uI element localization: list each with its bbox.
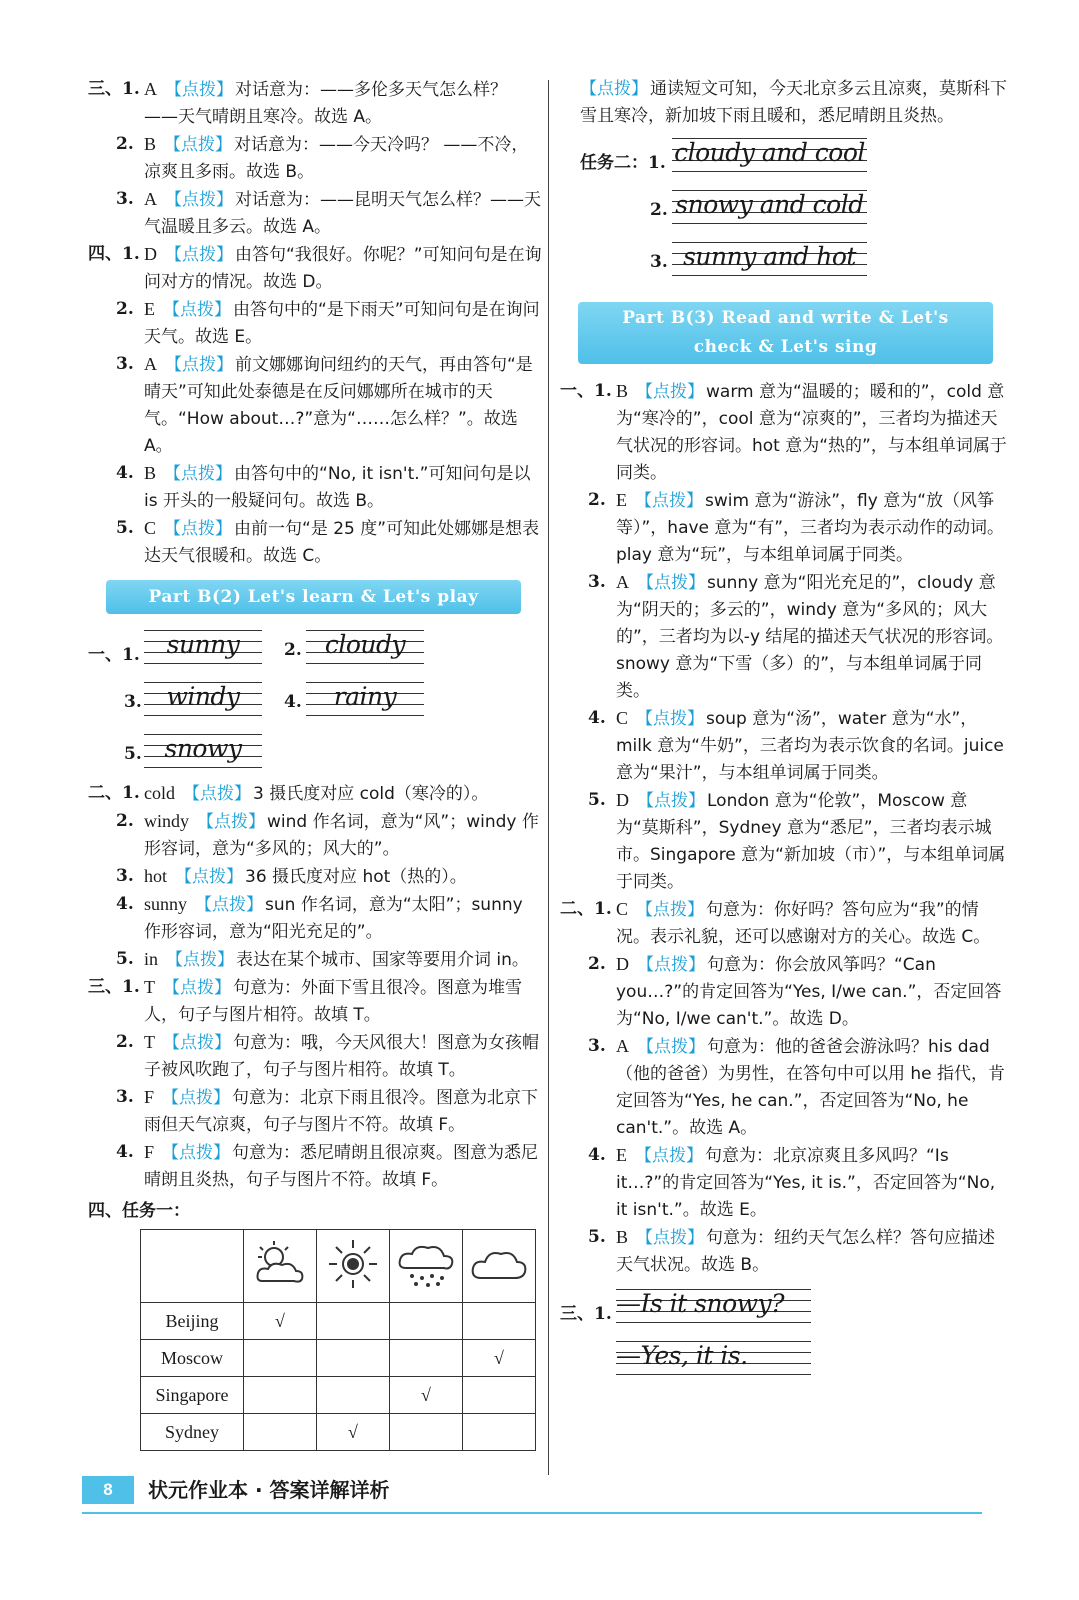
item-label: 4. <box>116 894 134 914</box>
city-cell: Beijing <box>141 1303 244 1340</box>
section-3-judge <box>88 974 543 1194</box>
city-cell: Sydney <box>141 1414 244 1451</box>
answer-item <box>88 1139 543 1194</box>
answer-item <box>88 946 543 974</box>
answer-item <box>88 1029 543 1084</box>
section-banner: Part B(2) Let's learn & Let's play <box>106 580 521 614</box>
answer: F <box>144 1142 155 1162</box>
explanation: 句意为：哦，今天风很大！图意为女孩帽子被风吹跑了，句子与图片相符。故填 T。 <box>144 1033 539 1080</box>
hint-tag: 【点拨】 <box>175 867 244 887</box>
item-label: 三、1. <box>88 79 140 99</box>
explanation: 句意为：北京凉爽且多风吗？“Is it…?”的肯定回答为“Yes, it is.”，否定回答为“No, it isn't.”。故选 E。 <box>616 1146 996 1220</box>
item-label: 4. <box>116 1142 134 1162</box>
answer: windy <box>144 811 189 831</box>
hint-tag: 【点拨】 <box>580 79 648 99</box>
item-label: 4. <box>284 692 302 712</box>
book-title: 状元作业本 · 答案详解详析 <box>148 1478 390 1502</box>
section-2-dialogue <box>560 896 1010 1279</box>
hint-tag: 【点拨】 <box>183 784 251 804</box>
hint-tag: 【点拨】 <box>636 1228 705 1248</box>
explanation: 前文娜娜询问纽约的天气，再由答句“是晴天”可知此处泰德是在反问娜娜所在城市的天气。“How about…?”意为“……怎么样？”。故选 A。 <box>144 355 533 456</box>
hint-tag: 【点拨】 <box>164 519 233 539</box>
task-one-label: 四、任务一： <box>88 1201 190 1221</box>
item-label: 三、1. <box>88 977 140 997</box>
explanation: soup 意为“汤”，water 意为“水”，milk 意为“牛奶”，三者均为表示饮食的名词。juice 意为“果汁”，与本组单词属于同类。 <box>616 709 1004 783</box>
writing-lines <box>616 1339 811 1379</box>
answer-item <box>88 1084 543 1139</box>
answer: A <box>144 189 157 209</box>
item-label: 2. <box>650 200 668 220</box>
hint-tag: 【点拨】 <box>637 955 705 975</box>
empty-cell <box>463 1303 536 1340</box>
answer: B <box>144 463 157 483</box>
explanation: swim 意为“游泳”，fly 意为“放（风筝等）”，have 意为“有”，三者均为表示动作的动词。play 意为“玩”，与本组单词属于同类。 <box>616 491 1005 565</box>
explanation: 句意为：你会放风筝吗？“Can you…?”的肯定回答为“Yes, I/we can.”，否定回答为“No, I/we can't.”。故选 D。 <box>616 955 1002 1029</box>
item-label: 3. <box>116 354 134 374</box>
answer-item <box>88 351 543 460</box>
item-label: 2. <box>116 299 134 319</box>
answer: D <box>144 244 157 264</box>
handwritten-word: windy <box>166 682 240 711</box>
writing-lines <box>616 1287 811 1327</box>
empty-cell <box>390 1414 463 1451</box>
explanation: 句意为：悉尼晴朗且很凉爽。图意为悉尼晴朗且炎热，句子与图片不符。故填 F。 <box>144 1143 539 1190</box>
empty-cell <box>463 1377 536 1414</box>
answer-item <box>88 241 543 296</box>
answer: A <box>616 1036 629 1056</box>
answer: E <box>144 299 155 319</box>
tick-mark: √ <box>317 1414 390 1451</box>
explanation: London 意为“伦敦”，Moscow 意为“莫斯科”，Sydney 意为“悉尼”，三者均表示城市。Singapore 意为“新加坡（市）”，与本组单词属于同类。 <box>616 791 1006 892</box>
item-label: 2. <box>588 490 606 510</box>
city-cell: Singapore <box>141 1377 244 1414</box>
explanation: 对话意为：——昆明天气怎么样？——天气温暖且多云。故选 A。 <box>144 190 541 237</box>
explanation: wind 作名词，意为“风”；windy 作形容词，意为“多风的；风大的”。 <box>144 812 539 859</box>
section-banner <box>578 302 993 364</box>
explanation: 由答句中的“是下雨天”可知问句是在询问天气。故选 E。 <box>144 300 540 347</box>
hint-tag: 【点拨】 <box>163 300 231 320</box>
answer-item <box>88 296 543 351</box>
hint-tag: 【点拨】 <box>163 1033 231 1053</box>
item-label: 3. <box>116 189 134 209</box>
section-3-writing <box>560 1287 1010 1391</box>
explanation: 句意为：纽约天气怎么样？答句应描述天气状况。故选 B。 <box>616 1228 996 1275</box>
explanation: sunny 意为“阳光充足的”，cloudy 意为“阴天的；多云的”，windy 意为“多风的；风大的”，三者均为以-y 结尾的描述天气状况的形容词。snowy 意为“下雪（多）的”，与本组单词属于同类。 <box>616 573 1004 701</box>
answer: B <box>144 134 157 154</box>
answer-item <box>88 76 543 131</box>
explanation: 由前一句“是 25 度”可知此处娜娜是想表达天气很暖和。故选 C。 <box>144 519 540 566</box>
answer-item <box>560 896 1010 951</box>
cloud-icon <box>463 1230 536 1303</box>
answer: T <box>144 977 155 997</box>
answer: A <box>616 572 629 592</box>
partly-cloudy-icon <box>244 1230 317 1303</box>
explanation: sun 作名词，意为“太阳”；sunny 作形容词，意为“阳光充足的”。 <box>144 895 523 942</box>
answer-item <box>88 780 543 808</box>
item-label: 5. <box>116 949 134 969</box>
answer: E <box>616 1145 627 1165</box>
answer: hot <box>144 866 168 886</box>
item-label: 四、1. <box>88 244 140 264</box>
item-label: 3. <box>650 252 668 272</box>
handwritten-word: snowy <box>164 734 242 763</box>
handwritten-word: sunny <box>166 630 240 659</box>
answer-item <box>560 1142 1010 1224</box>
page-footer <box>82 1472 1012 1512</box>
hint-tag: 【点拨】 <box>165 245 233 265</box>
item-label: 一、1. <box>560 381 612 401</box>
hint-tag: 【点拨】 <box>162 1143 231 1163</box>
explanation: 由答句中的“No, it isn't.”可知问句是以 is 开头的一般疑问句。故选 B。 <box>144 464 531 511</box>
task-two <box>560 136 1010 292</box>
answer-item <box>88 863 543 891</box>
answer: cold <box>144 783 175 803</box>
answer-item <box>560 487 1010 569</box>
item-label: 2. <box>588 954 606 974</box>
city-cell: Moscow <box>141 1340 244 1377</box>
hint-tag: 【点拨】 <box>164 135 233 155</box>
item-label: 5. <box>124 744 142 764</box>
empty-cell <box>390 1340 463 1377</box>
writing-lines <box>306 680 424 720</box>
item-label: 三、1. <box>560 1304 612 1324</box>
answer: F <box>144 1087 155 1107</box>
column-divider <box>548 80 549 1475</box>
answer-item <box>88 186 543 241</box>
answer-item <box>560 1224 1010 1279</box>
answer-item <box>560 378 1010 487</box>
answer: B <box>616 381 629 401</box>
banner-line-2: check & Let's sing <box>693 337 878 357</box>
answer-item <box>88 515 543 570</box>
answer-item <box>560 787 1010 896</box>
hint-tag: 【点拨】 <box>163 978 231 998</box>
answer: E <box>616 490 627 510</box>
item-label: 二、1. <box>88 783 140 803</box>
empty-cell <box>244 1414 317 1451</box>
item-label: 任务二：1. <box>580 153 666 173</box>
hint-tag: 【点拨】 <box>637 573 705 593</box>
table-corner <box>141 1230 244 1303</box>
handwritten-word: cloudy <box>324 630 406 659</box>
hint-tag: 【点拨】 <box>166 950 235 970</box>
explanation: 通读短文可知，今天北京多云且凉爽，莫斯科下雪且寒冷，新加坡下雨且暖和，悉尼晴朗且炎热。 <box>580 79 1007 126</box>
tick-mark: √ <box>463 1340 536 1377</box>
handwritten-sentence: —Yes, it is. <box>616 1341 748 1370</box>
explanation: 句意为：你好吗？答句应为“我”的情况。表示礼貌，还可以感谢对方的关心。故选 C。 <box>616 900 991 947</box>
hint-tag: 【点拨】 <box>164 464 233 484</box>
item-label: 5. <box>116 518 134 538</box>
empty-cell <box>244 1340 317 1377</box>
answer: C <box>144 518 157 538</box>
empty-cell <box>317 1377 390 1414</box>
banner-line-1: Part B(3) Read and write & Let's <box>622 308 949 328</box>
explanation: 3 摄氏度对应 cold（寒冷的）。 <box>253 784 489 804</box>
item-label: 3. <box>116 866 134 886</box>
empty-cell <box>390 1303 463 1340</box>
answer-item <box>88 460 543 515</box>
explanation: 表达在某个城市、国家等要用介词 in。 <box>236 950 529 970</box>
item-label: 5. <box>588 790 606 810</box>
answer-item <box>560 1033 1010 1142</box>
item-label: 二、1. <box>560 899 612 919</box>
item-label: 4. <box>588 708 606 728</box>
answer: D <box>616 790 629 810</box>
hint-tag: 【点拨】 <box>165 355 233 375</box>
item-label: 3. <box>588 1036 606 1056</box>
explanation: 句意为：外面下雪且很冷。图意为堆雪人，句子与图片相符。故填 T。 <box>144 978 522 1025</box>
tick-mark: √ <box>244 1303 317 1340</box>
empty-cell <box>244 1377 317 1414</box>
weather-table <box>140 1229 536 1451</box>
handwritten-phrase: cloudy and cool <box>674 138 865 167</box>
item-label: 3. <box>124 692 142 712</box>
writing-lines <box>672 188 867 228</box>
explanation: 由答句“我很好。你呢？”可知问句是在询问对方的情况。故选 D。 <box>144 245 542 292</box>
handwritten-phrase: snowy and cold <box>675 190 864 219</box>
tick-mark: √ <box>390 1377 463 1414</box>
hint-tag: 【点拨】 <box>637 791 705 811</box>
item-label: 5. <box>588 1227 606 1247</box>
hint-tag: 【点拨】 <box>637 1037 705 1057</box>
explanation: warm 意为“温暖的；暖和的”，cold 意为“寒冷的”，cool 意为“凉爽的”，三者均为描述天气状况的形容词。hot 意为“热的”，与本组单词属于同类。 <box>616 382 1007 483</box>
answer: C <box>616 708 629 728</box>
answer: sunny <box>144 894 188 914</box>
hint-tag: 【点拨】 <box>195 895 264 915</box>
answer-item <box>88 891 543 946</box>
task-one-heading <box>88 1198 543 1225</box>
section-2-fill <box>88 780 543 974</box>
answer-item <box>560 569 1010 705</box>
writing-lines <box>144 680 262 720</box>
item-label: 2. <box>116 811 134 831</box>
answer: A <box>144 354 157 374</box>
item-label: 4. <box>116 463 134 483</box>
explanation: 36 摄氏度对应 hot（热的）。 <box>245 867 467 887</box>
handwritten-sentence: —Is it snowy? <box>616 1289 785 1318</box>
answer-item <box>560 951 1010 1033</box>
explanation: 对话意为：——今天冷吗？ ——不冷，凉爽且多雨。故选 B。 <box>144 135 529 182</box>
answer-item <box>560 705 1010 787</box>
hint-tag: 【点拨】 <box>636 709 705 729</box>
explanation: 句意为：北京下雨且很冷。图意为北京下雨但天气凉爽，句子与图片不符。故填 F。 <box>144 1088 539 1135</box>
page-number: 8 <box>82 1476 134 1504</box>
hint-tag: 【点拨】 <box>635 1146 703 1166</box>
answer-item <box>88 131 543 186</box>
empty-cell <box>463 1414 536 1451</box>
hint-tag: 【点拨】 <box>635 491 703 511</box>
left-column <box>88 76 543 1451</box>
explanation: 对话意为：——多伦多天气怎么样？ ——天气晴朗且寒冷。故选 A。 <box>144 80 507 127</box>
hint-tag: 【点拨】 <box>197 812 265 832</box>
hint-tag: 【点拨】 <box>165 80 233 100</box>
item-label: 4. <box>588 1145 606 1165</box>
hint-tag: 【点拨】 <box>162 1088 231 1108</box>
writing-lines <box>144 732 262 772</box>
empty-cell <box>317 1340 390 1377</box>
answer-item <box>88 974 543 1029</box>
footer-rule <box>82 1512 982 1514</box>
rain-cloud-icon <box>390 1230 463 1303</box>
intro-paragraph <box>560 76 1010 130</box>
section-1-odd-one-out <box>560 378 1010 896</box>
section-4-dialogue <box>88 241 543 570</box>
item-label: 3. <box>116 1087 134 1107</box>
item-label: 2. <box>116 134 134 154</box>
right-column <box>560 76 1010 1391</box>
writing-lines <box>144 628 262 668</box>
answer: A <box>144 79 157 99</box>
hint-tag: 【点拨】 <box>636 900 705 920</box>
explanation: 句意为：他的爸爸会游泳吗？his dad（他的爸爸）为男性，在答句中可以用 he 指代，肯定回答为“Yes, he can.”，否定回答为“No, he can't.”。故选 A。 <box>616 1037 1006 1138</box>
writing-lines <box>672 136 867 176</box>
answer-item <box>88 808 543 863</box>
handwritten-word: rainy <box>333 682 397 711</box>
sun-icon <box>317 1230 390 1303</box>
item-label: 2. <box>284 640 302 660</box>
hint-tag: 【点拨】 <box>165 190 233 210</box>
empty-cell <box>317 1303 390 1340</box>
item-label: 2. <box>116 1032 134 1052</box>
writing-lines <box>672 240 867 280</box>
answer: D <box>616 954 629 974</box>
answer: in <box>144 949 159 969</box>
section-3-dialogue <box>88 76 543 241</box>
answer: C <box>616 899 629 919</box>
answer: B <box>616 1227 629 1247</box>
hint-tag: 【点拨】 <box>636 382 705 402</box>
writing-lines <box>306 628 424 668</box>
handwriting-section <box>88 628 543 784</box>
handwritten-phrase: sunny and hot <box>683 242 856 271</box>
answer: T <box>144 1032 155 1052</box>
item-label: 一、1. <box>88 645 140 665</box>
item-label: 3. <box>588 572 606 592</box>
